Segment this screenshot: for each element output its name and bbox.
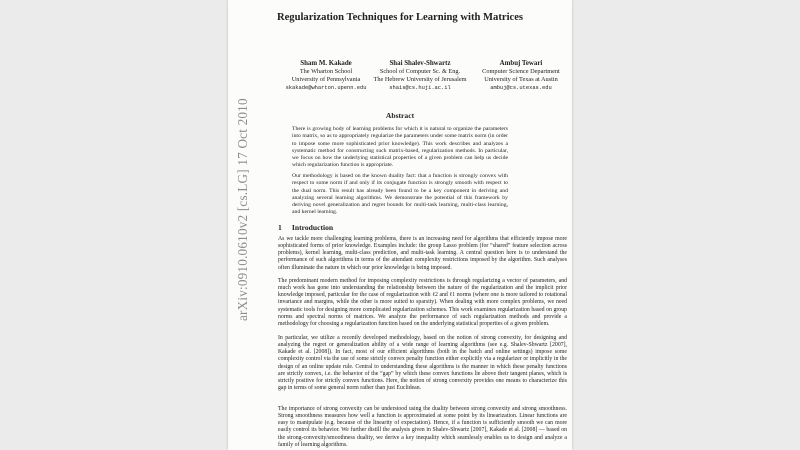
author-affiliation: University of Texas at Austin bbox=[484, 76, 558, 84]
author-name: Ambuj Tewari bbox=[499, 60, 543, 67]
section-number: 1 bbox=[278, 223, 282, 232]
author-name: Sham M. Kakade bbox=[300, 60, 352, 67]
body-paragraph: The predominant modern method for imposing complexity restrictions is through regularizing a vector of parameters, and much work has gone into understanding the relationship between the nature of the regularization and the implicit prior knowledge imposed, particular for the case of regularization with ℓ2 and ℓ1 norms (where one is more tailored to rotational invariance and margins, while the other is more suited to sparsity). When dealing with more complex problems, we need systematic tools for designing more complicated regularization schemes. This work examines regularization based on group norms and spectral norms of matrices. We analyze the performance of such regularization methods and provide a methodology for choosing a regularization function based on the underlying statistical properties of a given problem. bbox=[278, 278, 567, 327]
abstract-paragraph: There is growing body of learning problems for which it is natural to organize the parameters into matrix, so as to appropriately regularize the parameters under some matrix norm (in order to impose some more sophisticated prior knowledge). This work describes and analyzes a systematic method for constructing such matrix-based, regularization methods. In particular, we focus on how the underlying statistical properties of a given problem can help us decide which regularization function is appropriate. bbox=[292, 126, 508, 169]
author-affiliation: Computer Science Department bbox=[482, 68, 560, 76]
body-paragraph: The importance of strong convexity can be understood using the duality between strong convexity and strong smoothness. Strong smoothness measures how well a function is approximated at some point by its linearization. Linear functions are easy to manipulate (e.g. because of the linearity of expectation). Hence, if a function is sufficiently smooth we can more easily control its behavior. We further distill the analysis given in Shalev-Shwartz [2007], Kakade et al. [2008] — based on the strong-convexity/smoothness duality, we derive a key inequality which seamlessly enables us to design and analyze a family of learning algorithms. bbox=[278, 406, 567, 448]
author-affiliation: School of Computer Sc. & Eng. bbox=[379, 68, 461, 76]
section-heading bbox=[278, 223, 333, 232]
abstract-heading: Abstract bbox=[385, 111, 415, 120]
abstract-paragraph: Our methodology is based on the known duality fact: that a function is strongly convex with respect to some norm if and only if its conjugate function is strongly smooth with respect to the dual norm. This result has already been found to be a key component in deriving and analyzing several learning algorithms. We demonstrate the potential of this framework by deriving novel generalization and regret bounds for multi-task learning, multi-class learning, and kernel learning. bbox=[292, 173, 508, 216]
author-email: ambuj@cs.utexas.edu bbox=[490, 85, 552, 92]
body-paragraph: In particular, we utilize a recently developed methodology, based on the notion of strong convexity, for designing and analyzing the regret or generalization ability of a wide range of learning algorithms (see e.g. Shalev-Shwartz [2007], Kakade et al. [2008]). In fact, most of our efficient algorithms (both in the batch and online settings) impose some complexity control via the use of some strictly convex penalty function either explicitly via a regularizer or implicitly in the design of an online update rule. Central to understanding these algorithms is the manner in which these penalty functions are strictly convex, i.e. the behavior of the “gap” by which these convex functions lie above their tangent planes, which is strictly positive for strictly convex functions. Here, the notion of strong convexity provides one means to characterize this gap in terms of some general norm rather than just Euclidean. bbox=[278, 335, 567, 392]
body-paragraph: As we tackle more challenging learning problems, there is an increasing need for algorithms that efficiently impose more sophisticated forms of prior knowledge. Examples include: the group Lasso problem (for “shared” feature selection across problems), kernel learning, multi-class prediction, and multi-task learning. A central question here is to understand the performance of such algorithms in terms of the attendant complexity restrictions imposed by the algorithm. Such analyses often illuminate the nature in which our prior knowledge is being imposed. bbox=[278, 236, 567, 271]
author-affiliation: The Hebrew University of Jerusalem bbox=[373, 76, 467, 84]
pdf-page bbox=[228, 0, 572, 450]
author-email: skakade@wharton.upenn.edu bbox=[285, 85, 367, 92]
author-email: shais@cs.huji.ac.il bbox=[389, 85, 451, 92]
paper-title: Regularization Techniques for Learning with Matrices bbox=[276, 12, 524, 23]
arxiv-identifier-stamp: arXiv:0910.0610v2 [cs.LG] 17 Oct 2010 bbox=[235, 98, 250, 321]
author-affiliation: The Wharton School bbox=[299, 68, 353, 76]
author-block bbox=[366, 60, 474, 92]
author-affiliation: University of Pennsylvania bbox=[291, 76, 361, 84]
author-name: Shai Shalev-Shwartz bbox=[389, 60, 451, 67]
author-block bbox=[471, 60, 571, 92]
section-title: Introduction bbox=[291, 223, 334, 232]
